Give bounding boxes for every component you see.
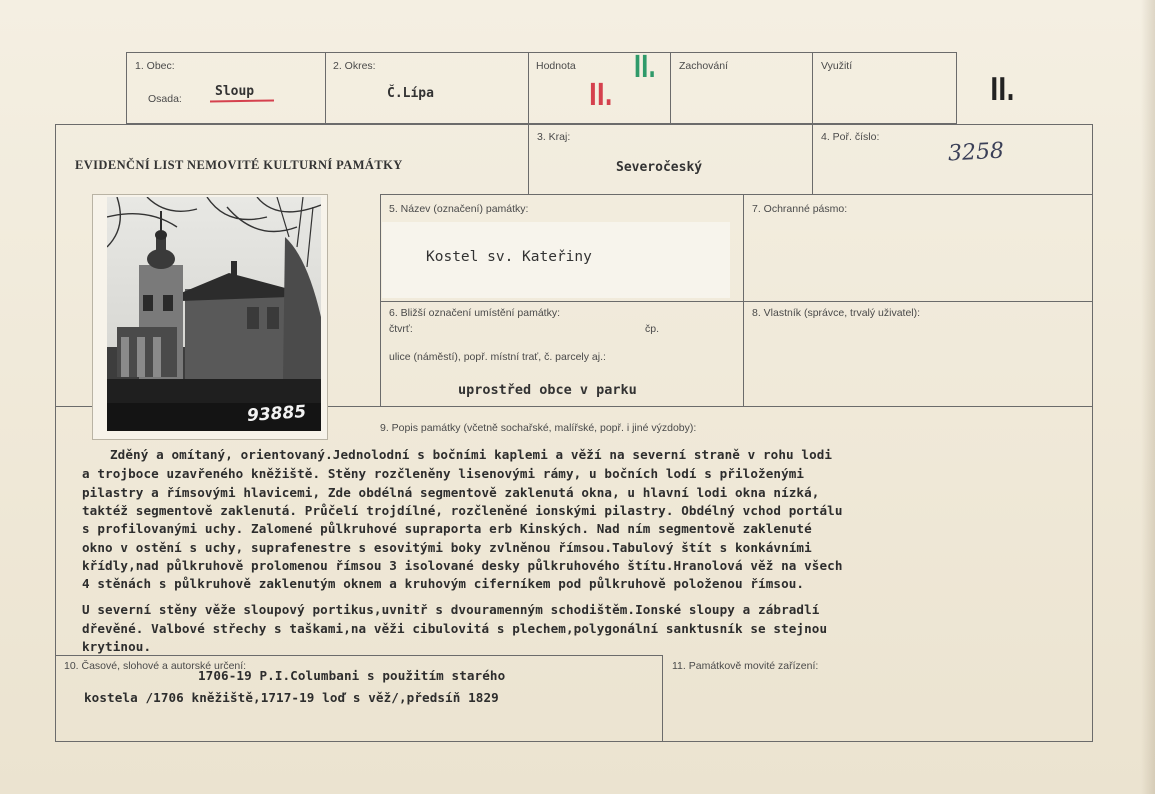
- popis-line-3: pilastry a římsovými hlavicemi, Zde obdélná segmentově zaklenutá okna, u hlavní lodi okna nízká,: [82, 485, 820, 500]
- ctvrt-label: čtvrť:: [389, 323, 413, 335]
- popis-line-10: dřevěné. Valbové střechy s taškami,na věži cibulovitá s plechem,polygonální sanktusník se stejnou: [82, 621, 828, 636]
- cislo-label: 4. Poř. číslo:: [821, 131, 880, 143]
- pasmo-label: 7. Ochranné pásmo:: [752, 203, 848, 215]
- kraj-label: 3. Kraj:: [537, 131, 571, 143]
- hodnota-label: Hodnota: [536, 60, 576, 72]
- popis-line-2: a trojboce uzavřeného kněžiště. Stěny rozčleněny lisenovými rámy, u bočních lodí s přiloženými: [82, 466, 805, 481]
- popis-line-1: Zděný a omítaný, orientovaný.Jednolodní s bočními kaplemi a věží na severní straně v rohu lodi: [110, 447, 833, 462]
- zachovani-label: Zachování: [679, 60, 729, 72]
- popis-line-11: krytinou.: [82, 639, 152, 654]
- popis-line-5: s profilovanými uchy. Zalomené půlkruhové supraporta erb Kinských. Nad ním segmentově zaklenuté: [82, 521, 812, 536]
- urceni-line-1: 1706-19 P.I.Columbani s použitím starého: [198, 668, 506, 683]
- okres-label: 2. Okres:: [333, 60, 376, 72]
- vyuziti-label: Využití: [821, 60, 853, 72]
- umisteni-label: 6. Bližší označení umístění památky:: [389, 307, 560, 319]
- obec-value: Sloup: [215, 84, 255, 99]
- osada-label: Osada:: [148, 93, 182, 105]
- umisteni-value: uprostřed obce v parku: [458, 382, 637, 398]
- popis-line-7: křídly,nad půlkruhově prolomenou římsou 3 isolované desky půlkruhového štítu.Hranolová věž na všech: [82, 558, 843, 573]
- kraj-value: Severočeský: [616, 160, 703, 175]
- corner-mark: II.: [990, 72, 1015, 108]
- popis-line-9: U severní stěny věže sloupový portikus,uvnitř s dvouramenným schodištěm.Ionské sloupy a zábradlí: [82, 602, 820, 617]
- hodnota-red-mark: II.: [589, 78, 613, 113]
- okres-value: Č.Lípa: [387, 86, 434, 101]
- popis-line-4: taktéž segmentově zaklenutá. Průčelí trojdílné, rozčleněné ionskými pilastry. Obdélný vchod portálu: [82, 503, 843, 518]
- hodnota-green-mark: II.: [633, 50, 656, 85]
- form-title: EVIDENČNÍ LIST NEMOVITÉ KULTURNÍ PAMÁTKY: [75, 158, 403, 172]
- zarizeni-label: 11. Památkově movité zařízení:: [672, 660, 819, 672]
- popis-line-6: okno v ostění s uchy, suprafenestre s esovitými boky zvlněnou římsou.Tabulový štít s konkávními: [82, 540, 812, 555]
- nazev-label: 5. Název (označení) památky:: [389, 203, 529, 215]
- paper-edge: [1141, 0, 1155, 794]
- cislo-value: 3258: [947, 138, 1005, 167]
- popis-label: 9. Popis památky (včetně sochařské, malířské, popř. i jiné výzdoby):: [380, 422, 697, 434]
- nazev-value: Kostel sv. Kateřiny: [426, 249, 592, 265]
- urceni-line-2: kostela /1706 kněžiště,1717-19 loď s věž/,předsíň 1829: [84, 690, 499, 705]
- obec-label: 1. Obec:: [135, 60, 175, 72]
- church-photo: [107, 197, 321, 431]
- cp-label: čp.: [645, 323, 660, 335]
- ulice-label: ulice (náměstí), popř. místní trať, č. parcely aj.:: [389, 351, 606, 363]
- photo-number: 93885: [246, 401, 307, 427]
- popis-line-8: 4 stěnách s půlkruhově zaklenutým oknem a kruhovým ciferníkem pod půlkruhově položenou římsou.: [82, 576, 805, 591]
- vlastnik-label: 8. Vlastník (správce, trvalý uživatel):: [752, 307, 921, 319]
- urceni-label: 10. Časové, slohové a autorské určení:: [64, 660, 247, 672]
